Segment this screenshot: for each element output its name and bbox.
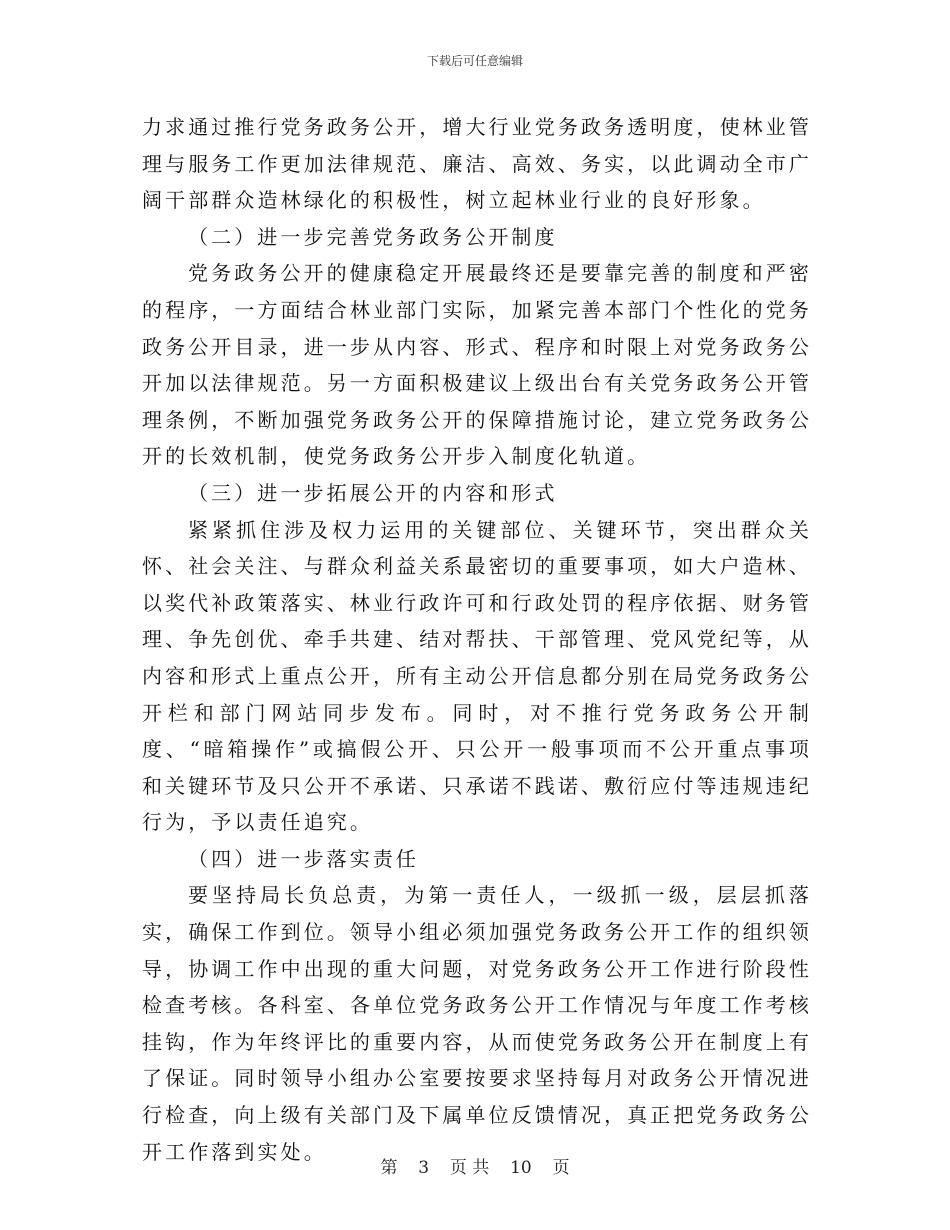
footer-total-pages: 10 [510, 1158, 532, 1178]
section-heading-4: （四）进一步落实责任 [188, 846, 419, 871]
footer-middle: 页 共 [449, 1158, 490, 1178]
section-heading-3: （三）进一步拓展公开的内容和形式 [188, 480, 558, 505]
paragraph-continuation: 力求通过推行党务政务公开，增大行业党务政务透明度，使林业管理与服务工作更加法律规范、廉洁、高效、务实，以此调动全市广阔干部群众造林绿化的积极性，树立起林业行业的良好形象。 [142, 115, 812, 213]
paragraph-responsibility: 要坚持局长负总责，为第一责任人，一级抓一级，层层抓落实，确保工作到位。领导小组必须加强党务政务公开工作的组织领导，协调工作中出现的重大问题，对党务政务公开工作进行阶段性检查考核。各科室、各单位党务政务公开工作情况与年度工作考核挂钩，作为年终评比的重要内容，从而使党务政务公开在制度上有了保证。同时领导小组办公室要按要求坚持每月对政务公开情况进行检查，向上级有关部门及下属单位反馈情况，真正把党务政务公开工作落到实处。 [142, 883, 812, 1164]
footer-prefix: 第 [380, 1158, 398, 1178]
paragraph-content-form: 紧紧抓住涉及权力运用的关键部位、关键环节，突出群众关怀、社会关注、与群众利益关系最密切的重要事项，如大户造林、以奖代补政策落实、林业行政许可和行政处罚的程序依据、财务管理、争先创优、牵手共建、结对帮扶、干部管理、党风党纪等，从内容和形式上重点公开，所有主动公开信息都分别在局党务政务公开栏和部门网站同步发布。同时，对不推行党务政务公开制度、“暗箱操作”或搞假公开、只公开一般事项而不公开重点事项和关键环节及只公开不承诺、只承诺不践诺、敷衍应付等违规违纪行为，予以责任追究。 [142, 517, 812, 835]
document-body [142, 109, 812, 1170]
page-header: 下载后可任意编辑 [426, 54, 523, 68]
footer-page-number: 3 [418, 1158, 430, 1178]
paragraph-system: 党务政务公开的健康稳定开展最终还是要靠完善的制度和严密的程序，一方面结合林业部门实际，加紧完善本部门个性化的党务政务公开目录，进一步从内容、形式、程序和时限上对党务政务公开加以法律规范。另一方面积极建议上级出台有关党务政务公开管理条例，不断加强党务政务公开的保障措施讨论，建立党务政务公开的长效机制，使党务政务公开步入制度化轨道。 [142, 261, 812, 469]
page-footer [0, 1153, 950, 1178]
footer-suffix: 页 [552, 1158, 570, 1178]
section-heading-2: （二）进一步完善党务政务公开制度 [188, 224, 558, 249]
